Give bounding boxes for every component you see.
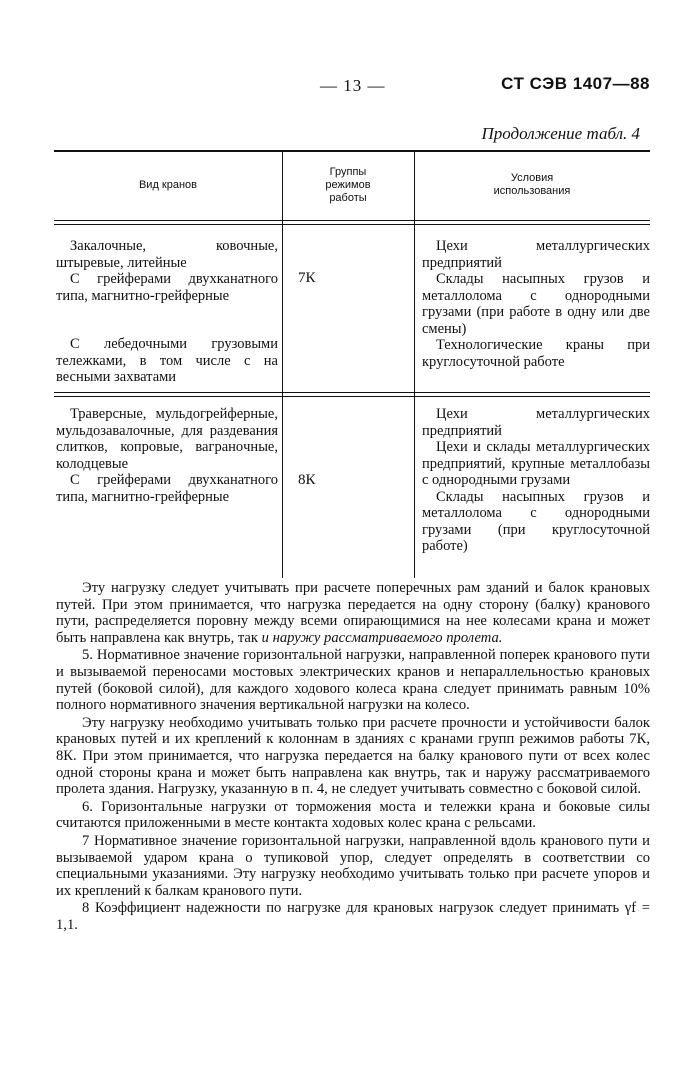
row-2-duty-group: 8К: [298, 472, 316, 488]
table-row-separator-double: [54, 396, 650, 397]
paragraph-1-main: Эту нагрузку следует учитывать при расчете поперечных рам зданий и балок крановых путей. При этом принимается, что нагрузка передается на одну сторону (балку) кранового пути, распределяется поровну между всеми опирающимися на нее колесами крана и может быть направлена как внутрь, так: [56, 580, 650, 646]
header-crane-type: Вид кранов: [138, 178, 198, 191]
row-1-condition-2: Склады насыпных грузов и металлолома с однородными грузами (при работе в одну или две смены): [422, 271, 650, 337]
crane-table: [54, 150, 650, 578]
paragraph-item-8: 8 Коэффициент надежности по нагрузке для крановых нагрузок следует принимать γf = 1,1.: [56, 900, 650, 933]
paragraph-item-7: 7 Нормативное значение горизонтальной нагрузки, направленной вдоль кранового пути и вызываемой ударом крана о тупиковой упор, следует определять в соответствии со специальными указаниями. Эту нагрузку необходимо учитывать только при расчете упоров и их креплений к балкам кранового пути.: [56, 832, 650, 899]
paragraph-item-5: 5. Нормативное значение горизонтальной нагрузки, направленной поперек кранового пути и вызываемой переносами мостовых электрических кранов и непараллельностью крановых путей (боковой силой), для каждого ходового колеса крана следует принимать равным 10% полного нормативного значения вертикальной нагрузки на колесо.: [56, 647, 650, 714]
row-2-crane-type-2: С грейферами двухканатного типа, магнитно-грейферные: [56, 472, 278, 505]
table-row-separator: [54, 392, 650, 393]
paragraph-item-6: 6. Горизонтальные нагрузки от торможения моста и тележки крана и боковые силы считаются приложенными в месте контакта ходовых колес крана с рельсами.: [56, 798, 650, 832]
paragraph-crane-load-note: [56, 580, 650, 646]
table-header-border: [54, 220, 650, 221]
standard-code: СТ СЭВ 1407—88: [501, 74, 650, 93]
header-duty-group-text: Группы режимов работы: [325, 165, 371, 204]
row-1-condition-1: Цехи металлургических предприятий: [422, 238, 650, 271]
table-header-border-double: [54, 224, 650, 225]
row-2-conditions: [422, 406, 650, 555]
row-1-crane-type-3: С лебедочными грузовыми тележками, в том числе с на весными захватами: [56, 336, 278, 385]
paragraph-lateral-force-note: Эту нагрузку необходимо учитывать только при расчете прочности и устойчивости балок крановых путей и их креплений к колоннам в зданиях с кранами групп режимов работы 7К, 8К. При этом принимается, что нагрузка передается на балку кранового пути от всех колес одной стороны крана и может быть направлена как внутрь, так и наружу рассматриваемого пролета здания. Нагрузку, указанную в п. 4, не следует учитывать совместно с боковой силой.: [56, 714, 650, 798]
page-header: [0, 74, 700, 98]
row-1-crane-types: [56, 238, 278, 386]
body-text: [56, 580, 650, 933]
row-1-crane-type-1: Закалочные, ковочные, штыревые, литейные: [56, 238, 278, 271]
row-2-condition-1: Цехи металлургических предприятий: [422, 406, 650, 439]
row-2-condition-3: Склады насыпных грузов и металлолома с однородными грузами (при круглосуточной работе): [422, 488, 650, 554]
row-1-conditions: [422, 238, 650, 370]
row-2-crane-types: [56, 406, 278, 505]
row-1-duty-group: 7К: [298, 270, 316, 286]
row-1-condition-3: Технологические краны при круглосуточной работе: [422, 337, 650, 370]
header-duty-group: [282, 152, 414, 218]
header-conditions: [414, 152, 650, 218]
row-2-crane-type-1: Траверсные, мульдогрейферные, мульдозавалочные, для раздевания слитков, копровые, вагранoчные, колодцевые: [56, 406, 278, 472]
paragraph-1-end: и наружу рассматриваемого пролета.: [261, 629, 503, 646]
header-conditions-text: Условия использования: [493, 172, 571, 197]
row-1-crane-type-2: С грейферами двухканатного типа, магнитно-грейферные: [56, 271, 278, 304]
table-continuation-label: Продолжение табл. 4: [481, 124, 640, 143]
row-2-condition-2: Цехи и склады металлургических предприятий, крупные металлобазы с однородными грузами: [422, 439, 650, 488]
page-number: — 13 —: [320, 76, 386, 95]
